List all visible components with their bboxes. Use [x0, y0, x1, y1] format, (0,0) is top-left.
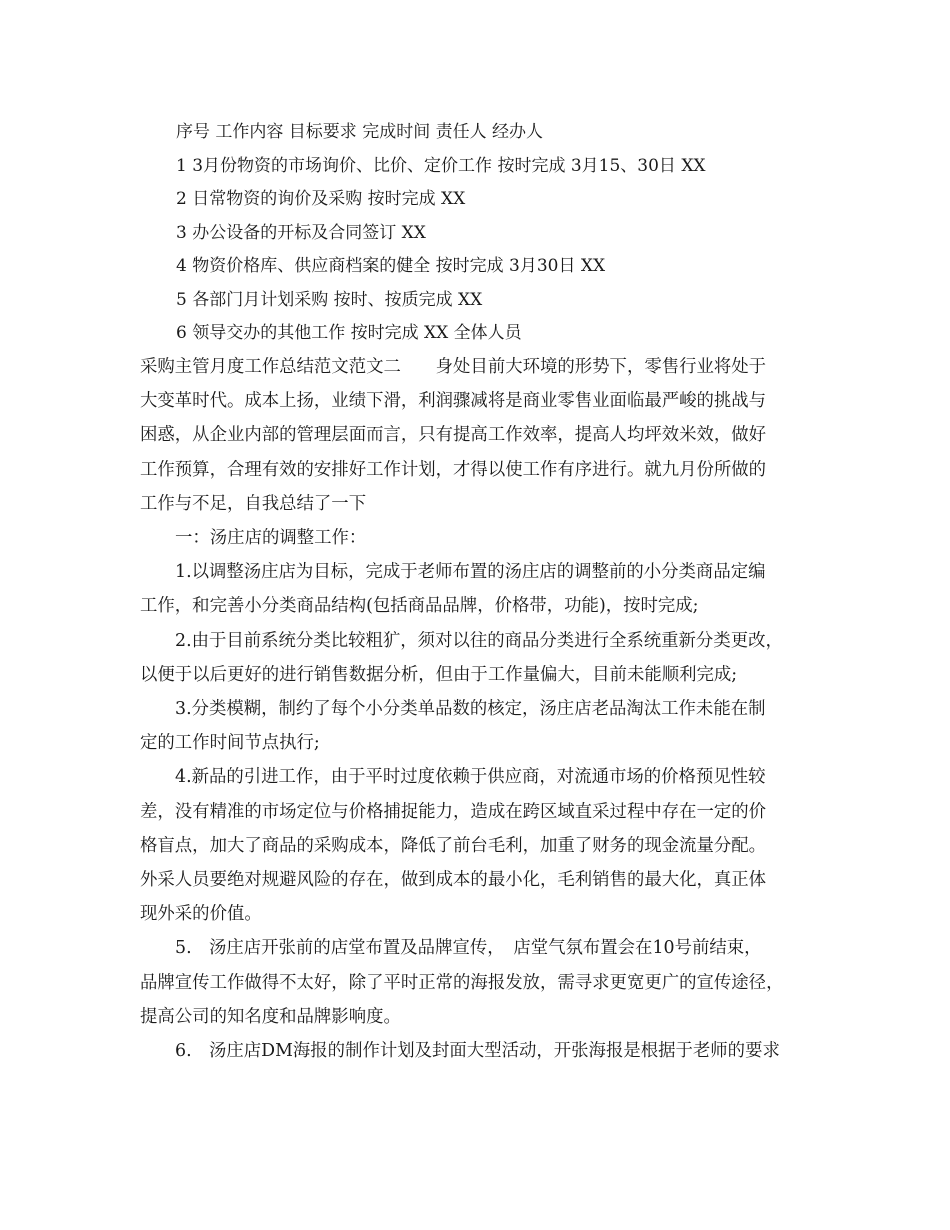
text-line: 定的工作时间节点执行; — [140, 733, 320, 754]
list-item — [140, 931, 830, 1034]
text-line: 5. 汤庄店开张前的店堂布置及品牌宣传， 店堂气氛布置会在10号前结束， — [175, 938, 762, 959]
text-line: 以便于以后更好的进行销售数据分析，但由于工作量偏大，目前未能顺利完成; — [140, 664, 738, 685]
text-line: 格盲点，加大了商品的采购成本，降低了前台毛利，加重了财务的现金流量分配。 — [140, 835, 767, 856]
text-line: 提高公司的知名度和品牌影响度。 — [140, 1006, 401, 1027]
table-row: 6 领导交办的其他工作 按时完成 XX 全体人员 — [176, 323, 522, 343]
text-line: 6. 汤庄店DM海报的制作计划及封面大型活动，开张海报是根据于老师的要求 — [175, 1041, 780, 1062]
list-item — [140, 624, 830, 692]
table-row: 1 3月份物资的市场询价、比价、定价工作 按时完成 3月15、30日 XX — [176, 155, 706, 176]
text-line: 3.分类模糊，制约了每个小分类单品数的核定，汤庄店老品淘汰工作未能在制 — [175, 699, 766, 720]
text-line: 外采人员要绝对规避风险的存在，做到成本的最小化，毛利销售的最大化，真正体 — [140, 870, 767, 891]
article-body — [140, 350, 830, 1068]
list-item — [140, 555, 830, 623]
table-row: 5 各部门月计划采购 按时、按质完成 XX — [176, 289, 483, 310]
text-line: 大变革时代。成本上扬，业绩下滑，利润骤减将是商业零售业面临最严峻的挑战与 — [140, 391, 767, 412]
text-line: 工作与不足，自我总结了一下 — [140, 493, 367, 514]
text-line: 工作预算，合理有效的安排好工作计划，才得以使工作有序进行。就九月份所做的 — [140, 459, 767, 480]
list-item — [140, 1034, 830, 1068]
table-row: 3 办公设备的开标及合同签订 XX — [176, 222, 426, 243]
text-line: 差，没有精准的市场定位与价格捕捉能力，造成在跨区域直采过程中存在一定的价 — [140, 801, 767, 822]
list-item — [140, 760, 830, 931]
text-line: 品牌宣传工作做得不太好，除了平时正常的海报发放，需寻求更宽更广的宣传途径， — [140, 972, 784, 993]
text-line: 采购主管月度工作总结范文范文二 身处目前大环境的形势下，零售行业将处于 — [140, 357, 767, 377]
table-row: 4 物资价格库、供应商档案的健全 按时完成 3月30日 XX — [176, 256, 606, 276]
intro-paragraph — [140, 350, 830, 521]
text-line: 1.以调整汤庄店为目标，完成于老师布置的汤庄店的调整前的小分类商品定编 — [175, 562, 766, 583]
table-row: 2 日常物资的询价及采购 按时完成 XX — [176, 189, 466, 209]
table-header-row: 序号 工作内容 目标要求 完成时间 责任人 经办人 — [176, 122, 544, 142]
text-line: 现外采的价值。 — [140, 904, 262, 925]
text-line: 4.新品的引进工作，由于平时过度依赖于供应商，对流通市场的价格预见性较 — [175, 767, 766, 788]
work-plan-table — [176, 116, 856, 351]
list-item — [140, 692, 830, 760]
text-line: 2.由于目前系统分类比较粗犷，须对以往的商品分类进行全系统重新分类更改， — [175, 630, 783, 651]
text-line: 困惑，从企业内部的管理层面而言，只有提高工作效率，提高人均坪效米效，做好 — [140, 425, 767, 446]
text-line: 工作，和完善小分类商品结构(包括商品品牌，价格带，功能)，按时完成; — [140, 596, 699, 617]
section-heading: 一：汤庄店的调整工作： — [175, 528, 367, 549]
